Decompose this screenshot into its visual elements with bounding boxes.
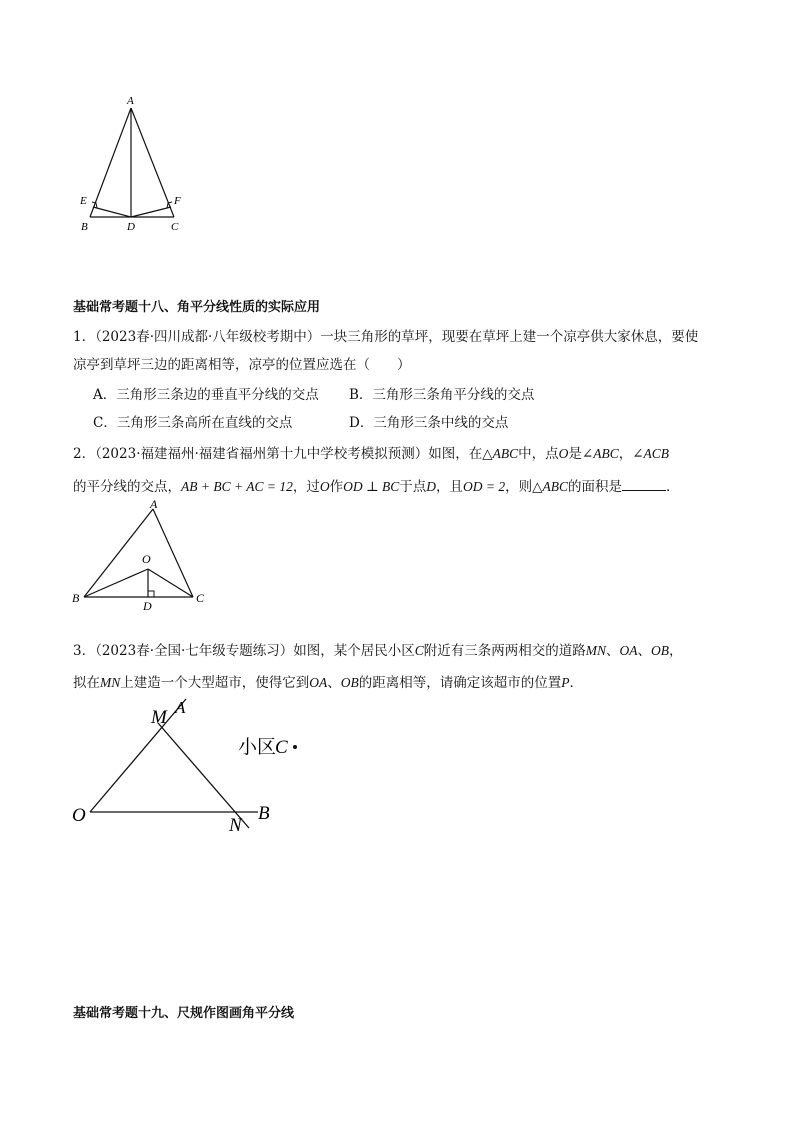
q2-triangle-abc-2: △ABC <box>532 479 569 494</box>
q1-line2: 凉亭到草坪三边的距离相等，凉亭的位置应选在（ ） <box>73 357 411 373</box>
q2-text-1: 2．（2023·福建福州·福建省福州第十九中学校考模拟预测）如图，在 <box>73 446 483 462</box>
q2-text-4: 的平分线的交点， <box>73 479 181 495</box>
q3-text-2: 附近有三条两两相交的道路 <box>423 643 586 659</box>
q3-line-mn: MN <box>585 643 607 658</box>
q3-dun-1: 、 <box>606 643 620 659</box>
figure-triangle-abc-q2 <box>62 497 222 615</box>
q3-text-5: 上建造一个大型超市，使得它到 <box>120 675 310 691</box>
q3-dun-2: 、 <box>637 643 652 659</box>
q1-option-a: A．三角形三条边的垂直平分线的交点 <box>93 387 319 403</box>
section-heading-18: 基础常考题十八、角平分线性质的实际应用 <box>73 300 321 315</box>
q2-triangle-abc-1: △ABC <box>482 446 519 461</box>
label-o: O <box>142 552 151 566</box>
q2-text-3: 是 <box>568 446 582 462</box>
label-d: D <box>143 599 152 613</box>
q2-answer-blank[interactable] <box>622 476 666 491</box>
q2-text-8: ，且 <box>436 479 464 495</box>
q2-point-o-1: O <box>558 446 569 461</box>
q2-text-6: 作 <box>329 479 344 495</box>
label-b: B <box>72 591 80 605</box>
q1-option-d: D．三角形三条中线的交点 <box>349 415 509 431</box>
label-b: B <box>258 803 270 824</box>
q2-text-2: 中，点 <box>518 446 559 462</box>
q2-text-7: 于点 <box>399 479 427 495</box>
label-residential-area: 小区 <box>238 736 277 758</box>
q2-point-d: D <box>426 479 437 494</box>
label-m: M <box>151 707 167 728</box>
segment-bo <box>84 569 148 597</box>
segment-ab <box>90 108 131 217</box>
q3-point-c: C <box>414 643 424 658</box>
figure-roads-q3 <box>62 693 322 843</box>
q2-line1 <box>73 444 669 464</box>
segment-de <box>93 207 131 217</box>
section-heading-19: 基础常考题十九、尺规作图画角平分线 <box>73 1006 295 1021</box>
q2-equation-perimeter: AB + BC + AC = 12 <box>181 479 293 494</box>
label-c: C <box>171 221 179 233</box>
q2-point-o-2: O <box>319 479 330 494</box>
q3-point-p: P <box>561 675 570 690</box>
q3-line-ob: OB <box>651 643 670 658</box>
label-d: D <box>127 221 135 233</box>
label-e: E <box>80 195 87 207</box>
label-b: B <box>81 221 88 233</box>
q3-text-3: ， <box>669 643 683 659</box>
segment-ac <box>131 108 174 217</box>
q3-text-1: 3．（2023春·全国·七年级专题练习）如图，某个居民小区 <box>73 643 415 659</box>
q2-perpendicular: OD ⊥ BC <box>343 479 400 494</box>
q1-line1: 1．（2023春·四川成都·八年级校考期中）一块三角形的草坪，现要在草坪上建一个凉亭供大家休息，要使 <box>73 329 699 345</box>
q2-line2 <box>73 476 680 497</box>
figure-triangle-abc-top <box>70 90 200 240</box>
q3-line-mn-2: MN <box>100 675 121 690</box>
q2-angle-abc: ∠ABC <box>581 446 619 461</box>
q3-line2 <box>73 673 583 693</box>
q2-end: ． <box>666 479 680 495</box>
label-c: C <box>196 591 205 605</box>
q3-dun-3: 、 <box>327 675 341 691</box>
q3-line1 <box>73 641 683 661</box>
q2-angle-acb: ∠ACB <box>632 446 670 461</box>
label-c: C <box>275 737 288 758</box>
right-angle-mark-d <box>148 591 154 597</box>
q2-equation-od: OD = 2 <box>463 479 506 494</box>
q2-sep: ， <box>618 446 633 462</box>
segment-df <box>131 207 171 217</box>
q3-text-4: 拟在 <box>73 675 100 691</box>
q2-text-10: 的面积是 <box>568 479 623 495</box>
q1-option-c: C．三角形三条高所在直线的交点 <box>93 415 293 431</box>
point-c <box>293 745 297 749</box>
label-o: O <box>72 805 86 826</box>
q2-text-5: ，过 <box>292 479 320 495</box>
q3-text-6: 的距离相等，请确定该超市的位置 <box>358 675 562 691</box>
label-a: A <box>150 497 158 511</box>
q3-end: ． <box>569 675 583 691</box>
label-a: A <box>127 95 134 107</box>
label-n: N <box>229 815 242 836</box>
q3-line-oa-2: OA <box>309 675 328 690</box>
q3-line-ob-2: OB <box>340 675 359 690</box>
label-a: A <box>175 698 186 717</box>
q3-line-oa: OA <box>619 643 638 658</box>
road-oa <box>90 699 186 812</box>
q2-text-9: ，则 <box>505 479 533 495</box>
segment-ac <box>153 509 193 597</box>
q1-option-b: B．三角形三条角平分线的交点 <box>349 387 535 403</box>
label-f: F <box>174 195 181 207</box>
